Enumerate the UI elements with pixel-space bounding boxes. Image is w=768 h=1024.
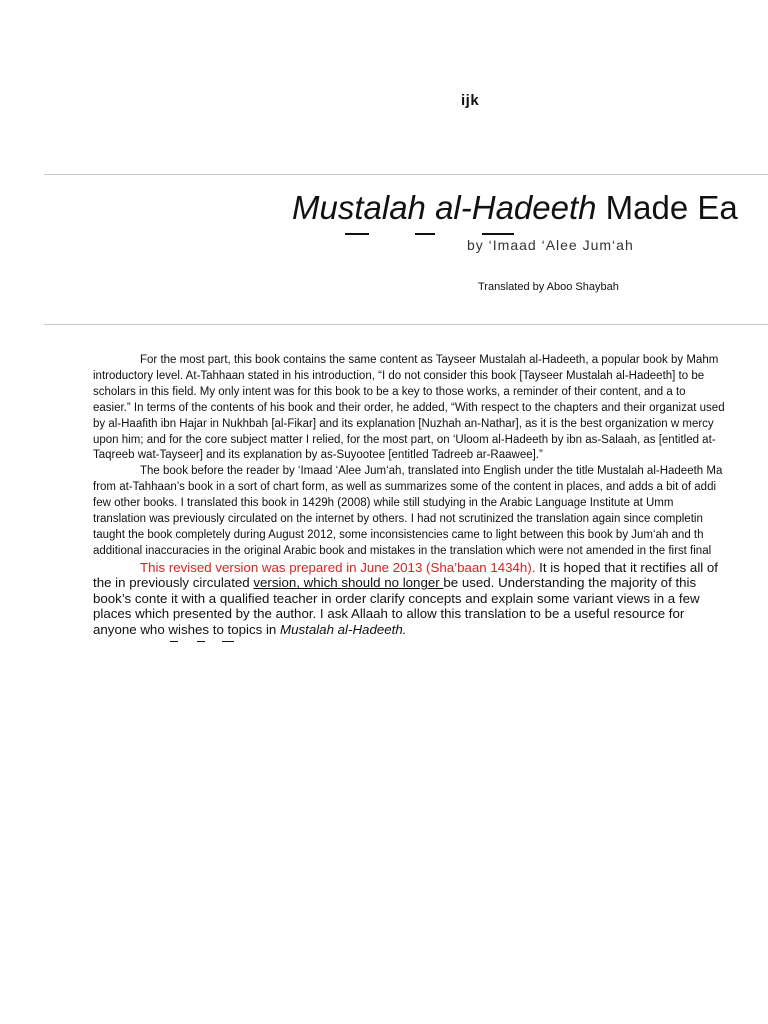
body-text (93, 353, 768, 637)
title-overbar (482, 233, 514, 235)
revision-note: This revised version was prepared in June 2013 (Sha’baan 1434h). (140, 559, 536, 575)
header-mark: ijk (461, 92, 480, 109)
text-line: For the most part, this book contains the same content as Tayseer Mustalah al-Hadeeth, a popular book by Mahm (140, 354, 719, 366)
text-line: places which presented by the author. I ask Allaah to allow this translation to be a useful resource for (93, 606, 685, 622)
text-line: translation was previously circulated on the internet by others. I had not scrutinized the translation again since completin (93, 513, 703, 526)
text-line (93, 560, 768, 576)
text-line: Taqreeb wat-Tayseer] and its explanation by as-Suyootee [entitled Tadreeb ar-Raawee].” (93, 449, 543, 462)
text-fragment: be used. Understanding the majority of this (443, 575, 697, 591)
byline: by ‘Imaad ‘Alee Jum‘ah (467, 237, 634, 253)
text-line: The book before the reader by ‘Imaad ‘Alee Jum‘ah, translated into English under the title Mustalah al-Hadeeth Ma (140, 465, 723, 478)
italic-fragment: Mustalah al-Hadeeth. (280, 621, 407, 637)
closing-paragraph (93, 560, 768, 638)
text-line (93, 622, 768, 638)
underlined-fragment: version, which should no longer (253, 575, 444, 591)
text-line: few other books. I translated this book in 1429h (2008) while still studying in the Arabic Language Institute at Umm (93, 497, 674, 510)
title-italic: Mustalah al-Hadeeth (292, 189, 597, 226)
text-line: introductory level. At-Tahhaan stated in his introduction, “I do not consider this book [Tayseer Mustalah al-Hadeeth] to be (93, 369, 705, 382)
translator-credit: Translated by Aboo Shaybah (478, 281, 619, 293)
transliteration-tick (197, 641, 205, 642)
title-overbar (415, 233, 435, 235)
text-fragment: It is hoped that it rectifies all of (535, 559, 719, 575)
text-fragment: anyone who wishes to topics in (93, 621, 281, 637)
divider-bottom (44, 324, 768, 325)
text-line: by al-Haafith ibn Hajar in Nukhbah [al-Fikar] and its explanation [Nuzhah an-Nathar], as it is the best organization w mercy (93, 417, 714, 430)
title-rest: Made Ea (596, 189, 738, 226)
divider-top (44, 174, 768, 175)
text-fragment: the in previously circulated (93, 575, 254, 591)
text-line: scholars in this field. My only intent was for this book to be a key to those works, a reminder of their content, and a to (93, 385, 686, 398)
text-line: additional inaccuracies in the original Arabic book and mistakes in the translation which were not amended in the first final (93, 544, 712, 557)
text-line: book’s conte it with a qualified teacher in order clarify concepts and explain some variant views in a few (93, 590, 700, 606)
text-line: taught the book completely during August 2012, some inconsistencies came to light between this book by Jum‘ah and th (93, 528, 704, 541)
transliteration-tick (222, 641, 234, 642)
text-line: from at-Tahhaan’s book in a sort of chart form, as well as summarizes some of the content in places, and adds a bit of addi (93, 481, 717, 494)
text-line: easier.” In terms of the contents of his book and their order, he added, “With respect to the chapters and their organizat used (93, 401, 725, 414)
title-overbar (345, 233, 369, 235)
transliteration-tick (170, 641, 178, 642)
text-line (93, 575, 768, 591)
book-title (292, 190, 738, 226)
text-line: upon him; and for the core subject matter I relied, for the most part, on ‘Uloom al-Hadeeth by ibn as-Salaah, as [entitled at- (93, 433, 716, 446)
